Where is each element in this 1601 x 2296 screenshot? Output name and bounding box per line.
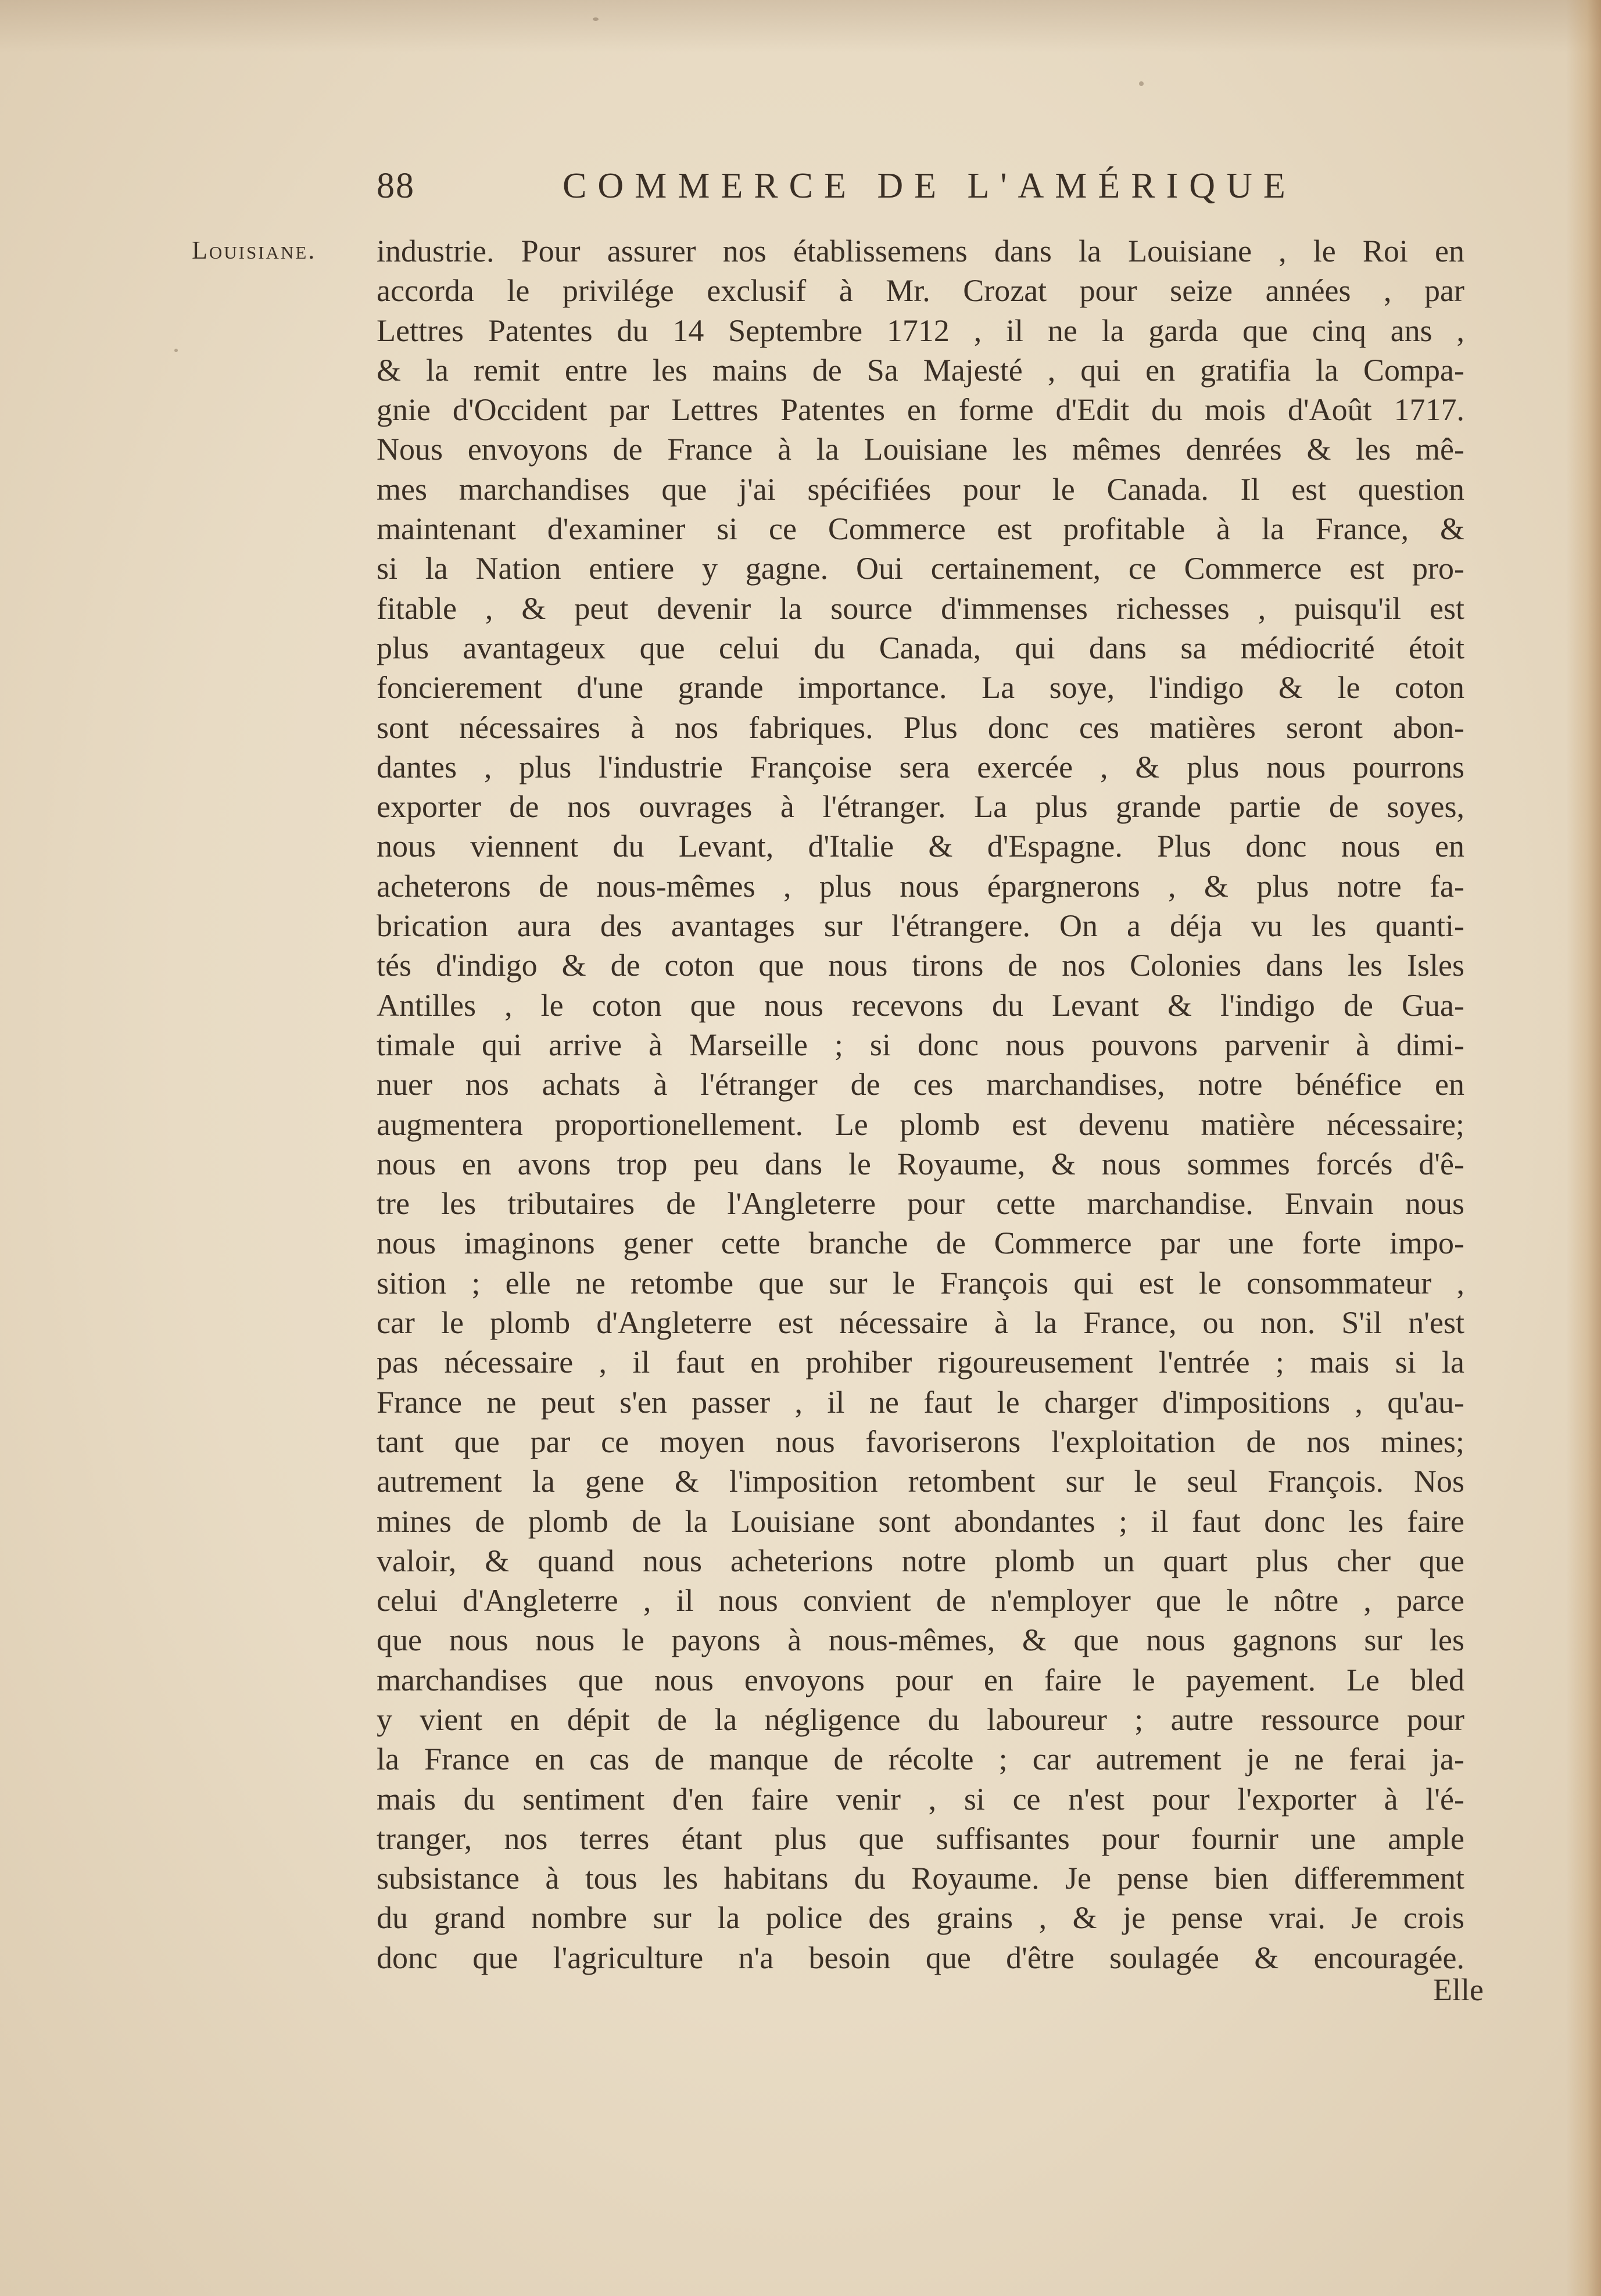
- text-line: nous viennent du Levant, d'Italie & d'Espagne. Plus donc nous en: [377, 829, 1464, 864]
- page-number: 88: [377, 166, 415, 206]
- page-header: [377, 166, 1354, 218]
- text-line: industrie. Pour assurer nos établissemens dans la Louisiane , le Roi en: [377, 234, 1464, 268]
- text-line: plus avantageux que celui du Canada, qui dans sa médiocrité étoit: [377, 630, 1464, 665]
- text-line: mes marchandises que j'ai spécifiées pour le Canada. Il est question: [377, 471, 1464, 507]
- text-line: marchandises que nous envoyons pour en faire le payement. Le bled: [377, 1662, 1464, 1697]
- text-line: foncierement d'une grande importance. La soye, l'indigo & le coton: [377, 670, 1464, 705]
- text-line: fitable , & peut devenir la source d'immenses richesses , puisqu'il est: [377, 590, 1464, 626]
- text-line: autrement la gene & l'imposition retombent sur le seul François. Nos: [377, 1464, 1464, 1499]
- text-line: acheterons de nous-mêmes , plus nous épargnerons , & plus notre fa-: [377, 868, 1464, 904]
- paper-speck: [593, 17, 599, 21]
- text-line: gnie d'Occident par Lettres Patentes en forme d'Edit du mois d'Août 1717.: [377, 392, 1464, 428]
- text-line: tés d'indigo & de coton que nous tirons de nos Colonies dans les Isles: [377, 948, 1464, 983]
- text-line: nuer nos achats à l'étranger de ces marchandises, notre bénéfice en: [377, 1067, 1464, 1102]
- text-line: augmentera proportionellement. Le plomb est devenu matière nécessaire;: [377, 1106, 1464, 1142]
- page-right-edge-stain: [1566, 0, 1601, 2296]
- text-line: timale qui arrive à Marseille ; si donc nous pouvons parvenir à dimi-: [377, 1027, 1464, 1062]
- margin-note: Louisiane.: [192, 236, 317, 264]
- text-line: exporter de nos ouvrages à l'étranger. La plus grande partie de soyes,: [377, 789, 1464, 825]
- text-line: valoir, & quand nous acheterions notre plomb un quart plus cher que: [377, 1543, 1464, 1578]
- text-line: Antilles , le coton que nous recevons du Levant & l'indigo de Gua-: [377, 987, 1464, 1023]
- text-line: tre les tributaires de l'Angleterre pour cette marchandise. Envain nous: [377, 1186, 1464, 1222]
- text-line: & la remit entre les mains de Sa Majesté , qui en gratifia la Compa-: [377, 352, 1464, 388]
- text-line: Lettres Patentes du 14 Septembre 1712 , il ne la garda que cinq ans ,: [377, 313, 1464, 348]
- text-line: nous imaginons gener cette branche de Commerce par une forte impo-: [377, 1226, 1464, 1261]
- text-line: si la Nation entiere y gagne. Oui certainement, ce Commerce est pro-: [377, 551, 1464, 586]
- text-line: Nous envoyons de France à la Louisiane les mêmes denrées & les mê-: [377, 432, 1464, 467]
- text-line: accorda le privilége exclusif à Mr. Crozat pour seize années , par: [377, 273, 1464, 309]
- text-line: dantes , plus l'industrie Françoise sera exercée , & plus nous pourrons: [377, 749, 1464, 785]
- text-line: donc que l'agriculture n'a besoin que d'être soulagée & encouragée.: [377, 1940, 1464, 1975]
- text-line: y vient en dépit de la négligence du laboureur ; autre ressource pour: [377, 1702, 1464, 1737]
- text-line: pas nécessaire , il faut en prohiber rigoureusement l'entrée ; mais si la: [377, 1345, 1464, 1380]
- text-line: sont nécessaires à nos fabriques. Plus donc ces matières seront abon-: [377, 710, 1464, 745]
- catchword: Elle: [1433, 1972, 1484, 2007]
- paper-speck: [1139, 81, 1144, 86]
- text-line: brication aura des avantages sur l'étrangere. On a déja vu les quanti-: [377, 908, 1464, 944]
- text-line: France ne peut s'en passer , il ne faut le charger d'impositions , qu'au-: [377, 1384, 1464, 1420]
- page-top-shadow: [0, 0, 1601, 52]
- text-line: car le plomb d'Angleterre est nécessaire à la France, ou non. S'il n'est: [377, 1305, 1464, 1341]
- text-line: tranger, nos terres étant plus que suffisantes pour fournir une ample: [377, 1821, 1464, 1856]
- text-line: mines de plomb de la Louisiane sont abondantes ; il faut donc les faire: [377, 1503, 1464, 1539]
- text-line: sition ; elle ne retombe que sur le François qui est le consommateur ,: [377, 1265, 1464, 1301]
- text-line: tant que par ce moyen nous favoriserons l'exploitation de nos mines;: [377, 1424, 1464, 1459]
- text-line: nous en avons trop peu dans le Royaume, & nous sommes forcés d'ê-: [377, 1146, 1464, 1181]
- running-title: COMMERCE DE L'AMÉRIQUE: [563, 166, 1296, 206]
- text-line: que nous nous le payons à nous-mêmes, & que nous gagnons sur les: [377, 1622, 1464, 1658]
- body-text: [377, 231, 1464, 1978]
- text-line: celui d'Angleterre , il nous convient de n'employer que le nôtre , parce: [377, 1583, 1464, 1618]
- text-line: mais du sentiment d'en faire venir , si ce n'est pour l'exporter à l'é-: [377, 1781, 1464, 1817]
- text-line: maintenant d'examiner si ce Commerce est profitable à la France, &: [377, 511, 1464, 547]
- paper-speck: [174, 349, 178, 352]
- text-line: la France en cas de manque de récolte ; car autrement je ne ferai ja-: [377, 1742, 1464, 1777]
- text-line: du grand nombre sur la police des grains , & je pense vrai. Je crois: [377, 1900, 1464, 1936]
- text-line: subsistance à tous les habitans du Royaume. Je pense bien differemment: [377, 1861, 1464, 1896]
